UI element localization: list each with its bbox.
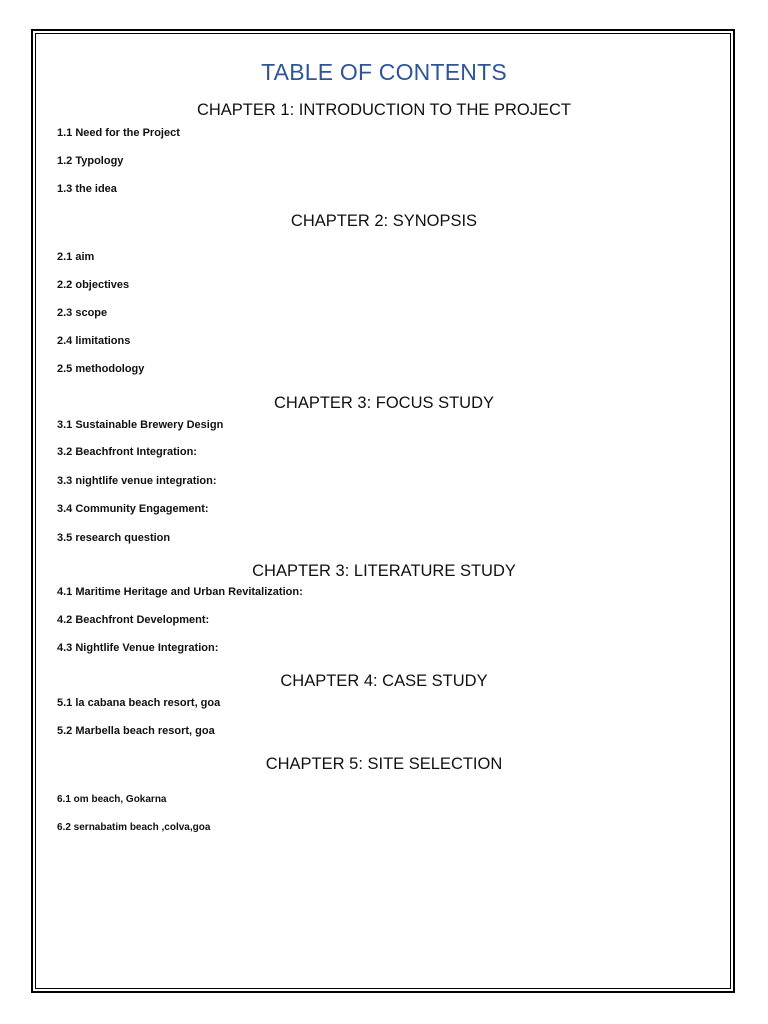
toc-item-4-1: 4.1 Maritime Heritage and Urban Revitalization: bbox=[57, 586, 303, 598]
toc-item-4-2: 4.2 Beachfront Development: bbox=[57, 614, 210, 626]
toc-item-6-2: 6.2 sernabatim beach ,colva,goa bbox=[57, 822, 211, 833]
toc-item-5-1: 5.1 la cabana beach resort, goa bbox=[57, 697, 221, 709]
toc-item-1-2: 1.2 Typology bbox=[57, 155, 124, 167]
toc-item-3-5: 3.5 research question bbox=[57, 532, 171, 544]
toc-item-4-3: 4.3 Nightlife Venue Integration: bbox=[57, 642, 219, 654]
toc-item-3-3: 3.3 nightlife venue integration: bbox=[57, 475, 217, 487]
chapter-2-heading: CHAPTER 2: SYNOPSIS bbox=[290, 212, 478, 230]
toc-item-3-1: 3.1 Sustainable Brewery Design bbox=[57, 419, 224, 431]
chapter-literature-heading: CHAPTER 3: LITERATURE STUDY bbox=[252, 562, 516, 580]
toc-item-5-2: 5.2 Marbella beach resort, goa bbox=[57, 725, 215, 737]
chapter-1-heading: CHAPTER 1: INTRODUCTION TO THE PROJECT bbox=[196, 101, 572, 119]
toc-item-2-5: 2.5 methodology bbox=[57, 363, 145, 375]
toc-item-2-2: 2.2 objectives bbox=[57, 279, 130, 291]
chapter-3-heading: CHAPTER 3: FOCUS STUDY bbox=[273, 394, 495, 412]
chapter-4-heading: CHAPTER 4: CASE STUDY bbox=[280, 672, 488, 690]
toc-item-2-4: 2.4 limitations bbox=[57, 335, 131, 347]
chapter-5-heading: CHAPTER 5: SITE SELECTION bbox=[265, 755, 503, 773]
toc-item-3-4: 3.4 Community Engagement: bbox=[57, 503, 209, 515]
toc-item-2-3: 2.3 scope bbox=[57, 307, 108, 319]
toc-item-2-1: 2.1 aim bbox=[57, 251, 95, 263]
toc-item-3-2: 3.2 Beachfront Integration: bbox=[57, 446, 197, 458]
page-title: TABLE OF CONTENTS bbox=[261, 59, 507, 85]
toc-item-6-1: 6.1 om beach, Gokarna bbox=[57, 794, 167, 805]
toc-item-1-3: 1.3 the idea bbox=[57, 183, 117, 195]
toc-item-1-1: 1.1 Need for the Project bbox=[57, 127, 180, 139]
